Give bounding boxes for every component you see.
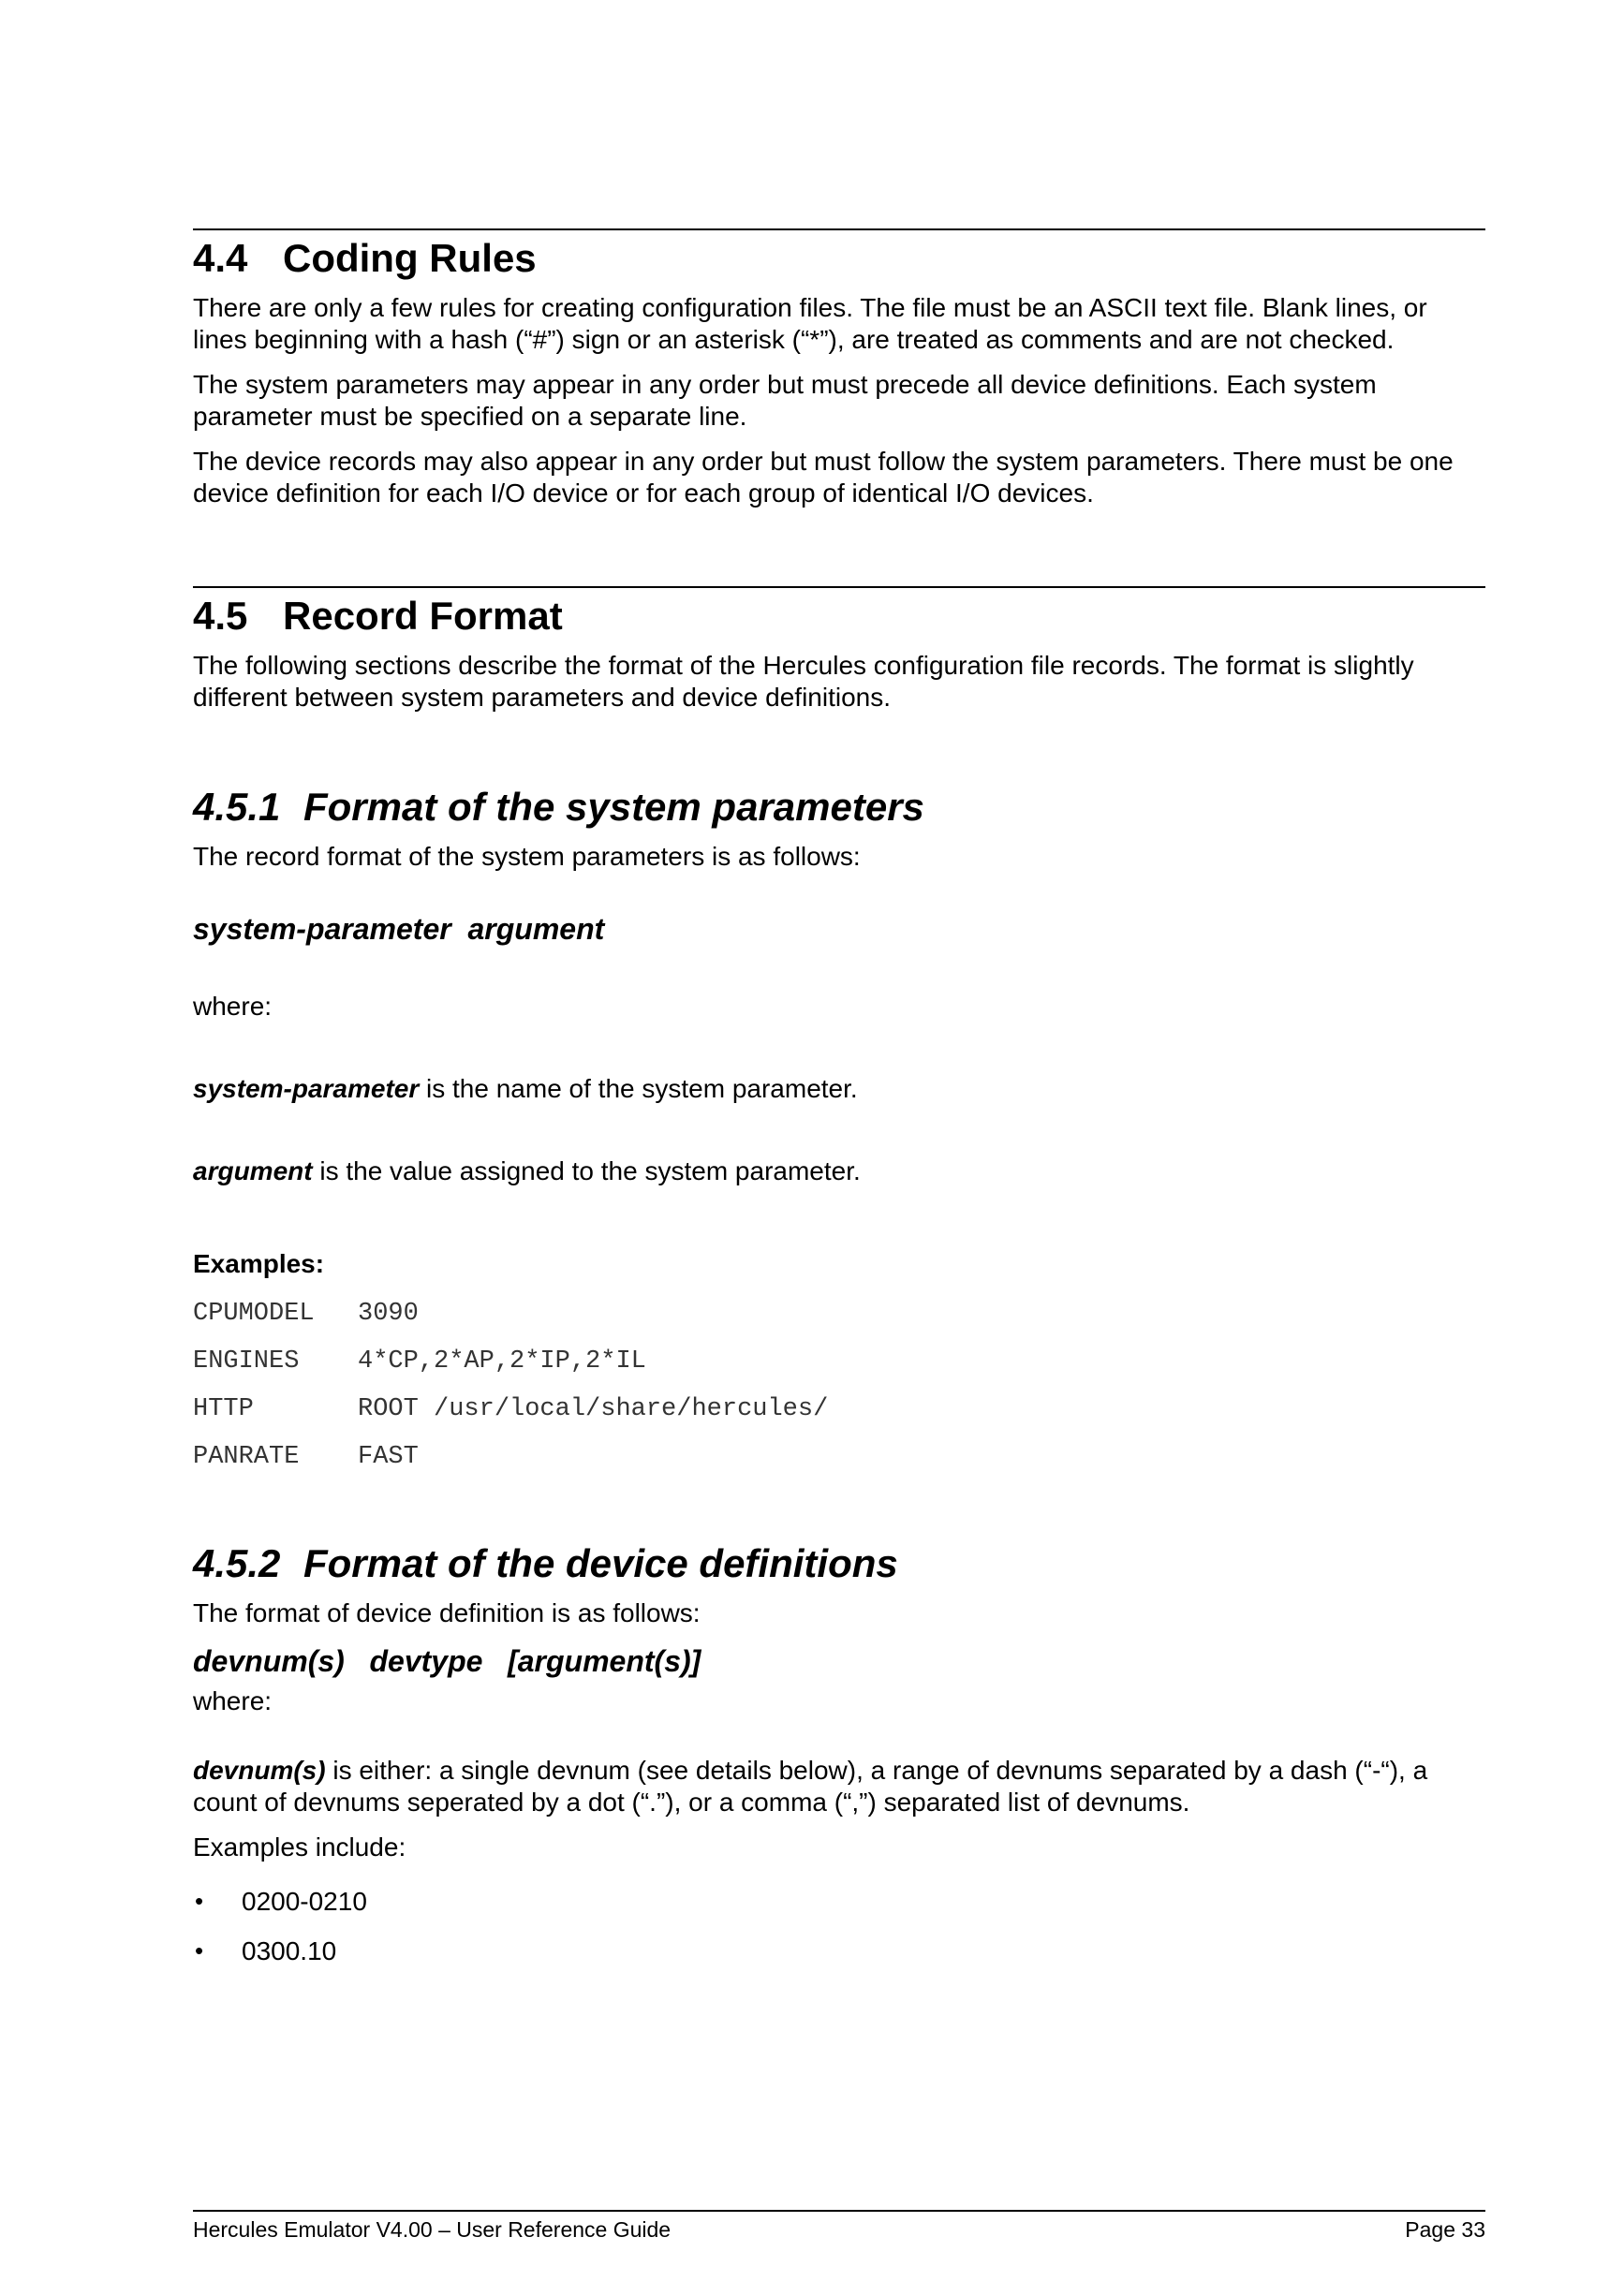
page-footer [193, 2210, 1485, 2243]
definition-paragraph [193, 1155, 1485, 1187]
subsection-number: 4.5.1 [193, 785, 281, 829]
term: devnum(s) [193, 1756, 326, 1785]
section-heading-4-4 [193, 234, 1485, 283]
code-value: 4*CP,2*AP,2*IP,2*IL [358, 1347, 646, 1376]
code-key: PANRATE [193, 1443, 300, 1471]
section-title: Record Format [283, 594, 563, 638]
definition: is the name of the system parameter. [419, 1074, 858, 1103]
paragraph: The format of device definition is as follows: [193, 1598, 701, 1627]
definition-paragraph [193, 1073, 1485, 1105]
paragraph: There are only a few rules for creating configuration files. The file must be an ASCII text file. Blank lines, or lines beginning with a hash (“#”) sign or an asterisk (“*”), are treated as comments and are not checked. [193, 293, 1427, 354]
definition: is either: a single devnum (see details below), a range of devnums separated by a dash (“-“), a count of devnums seperated by a dot (“.”), or a comma (“,”) separated list of devnums. [193, 1756, 1428, 1817]
code-example-row [193, 1290, 1485, 1338]
paragraph: Examples include: [193, 1832, 406, 1862]
code-example-row [193, 1434, 1485, 1481]
subsection-heading-4-5-1 [193, 783, 1485, 832]
document-page [193, 228, 1485, 1976]
section-heading-4-5 [193, 592, 1485, 640]
syntax-line: devnum(s) devtype [argument(s)] [193, 1644, 701, 1678]
syntax-line: system-parameter argument [193, 912, 605, 946]
section-number: 4.5 [193, 594, 248, 638]
code-key: CPUMODEL [193, 1300, 315, 1328]
code-key: HTTP [193, 1395, 254, 1423]
section-divider [193, 228, 1485, 230]
code-example-row [193, 1386, 1485, 1434]
code-example-row [193, 1338, 1485, 1386]
term: argument [193, 1156, 313, 1185]
code-key: ENGINES [193, 1347, 300, 1376]
page-number: Page 33 [1405, 2217, 1485, 2242]
subsection-number: 4.5.2 [193, 1541, 281, 1585]
where-label: where: [193, 992, 273, 1021]
paragraph: The following sections describe the format of the Hercules configuration file records. The format is slightly different between system parameters and device definitions. [193, 651, 1414, 712]
list-item: • 0300.10 [193, 1926, 1485, 1976]
section-divider [193, 586, 1485, 588]
examples-heading: Examples: [193, 1249, 325, 1278]
definition-paragraph [193, 1755, 1485, 1818]
list-item: • 0200-0210 [193, 1877, 1485, 1926]
term: system-parameter [193, 1074, 420, 1103]
where-label: where: [193, 1686, 273, 1715]
paragraph: The record format of the system parameters is as follows: [193, 842, 861, 871]
footer-title: Hercules Emulator V4.00 – User Reference Guide [193, 2217, 672, 2242]
code-value: ROOT /usr/local/share/hercules/ [358, 1395, 829, 1423]
subsection-title: Format of the device definitions [303, 1541, 898, 1585]
definition: is the value assigned to the system parameter. [312, 1156, 861, 1185]
bullet-list [193, 1877, 1485, 1976]
paragraph: The device records may also appear in any order but must follow the system parameters. There must be one device definition for each I/O device or for each group of identical I/O devices. [193, 447, 1454, 508]
code-examples [193, 1290, 1485, 1481]
section-number: 4.4 [193, 236, 248, 280]
code-value: 3090 [358, 1300, 419, 1328]
subsection-title: Format of the system parameters [303, 785, 924, 829]
subsection-heading-4-5-2 [193, 1539, 1485, 1588]
section-title: Coding Rules [283, 236, 537, 280]
code-value: FAST [358, 1443, 419, 1471]
paragraph: The system parameters may appear in any order but must precede all device definitions. Each system parameter must be specified on a separate line. [193, 370, 1377, 431]
